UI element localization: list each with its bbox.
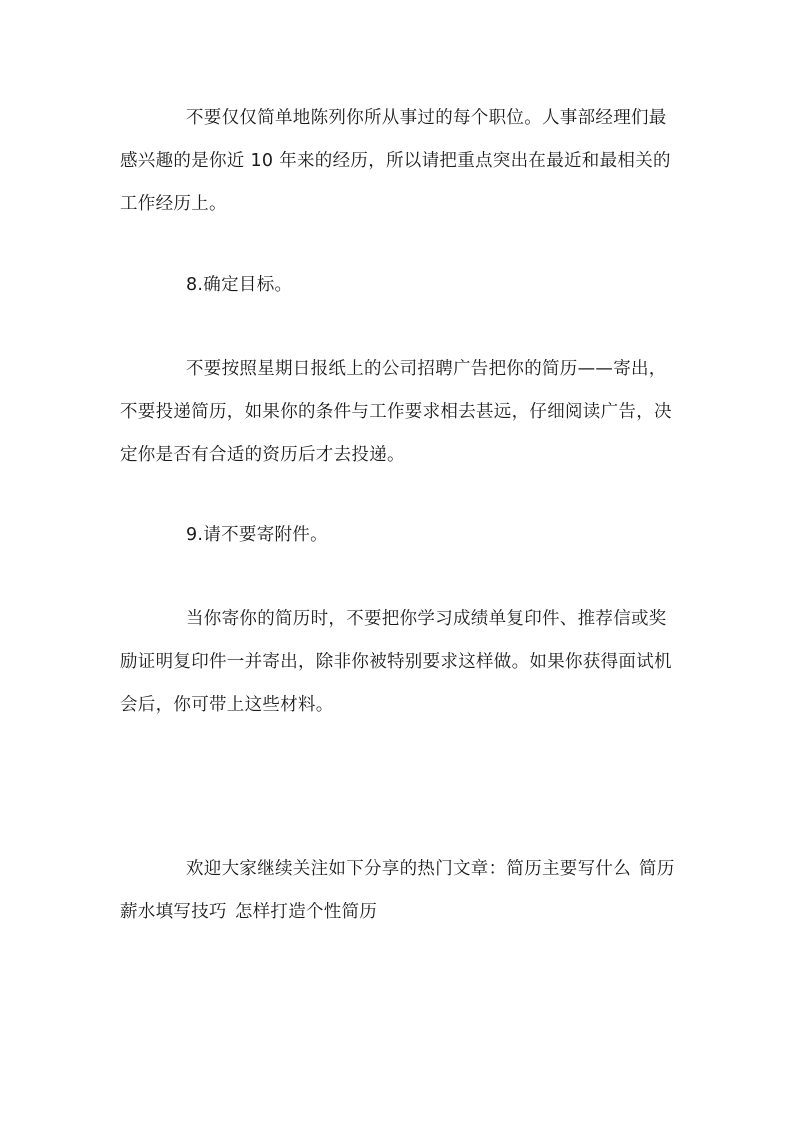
heading-no-attachments: 9.请不要寄附件。 <box>186 525 328 545</box>
article-link-personal-resume[interactable]: 怎样打造个性简历 <box>234 902 378 922</box>
paragraph-job-ads: 不要按照星期日报纸上的公司招聘广告把你的简历——寄出，不要投递简历，如果你的条件与工作要求相去甚远，仔细阅读广告，决定你是否有合适的资历后才去投递。 <box>120 359 672 465</box>
article-link-resume-content[interactable]: 简历主要写什么 <box>506 859 632 879</box>
related-articles-paragraph <box>120 848 680 934</box>
article-link-salary-tips[interactable]: 简历薪水填写技巧 <box>120 859 675 922</box>
paragraph-recent-experience: 不要仅仅简单地陈列你所从事过的每个职位。人事部经理们最感兴趣的是你近 10 年来的经历，所以请把重点突出在最近和最相关的工作经历上。 <box>120 108 671 214</box>
heading-set-target: 8.确定目标。 <box>186 275 293 295</box>
paragraph-attachments: 当你寄你的简历时，不要把你学习成绩单复印件、推荐信或奖励证明复印件一并寄出，除非你被特别要求这样做。如果你获得面试机会后，你可带上这些材料。 <box>120 609 672 715</box>
related-articles-intro: 欢迎大家继续关注如下分享的热门文章： <box>186 859 507 879</box>
